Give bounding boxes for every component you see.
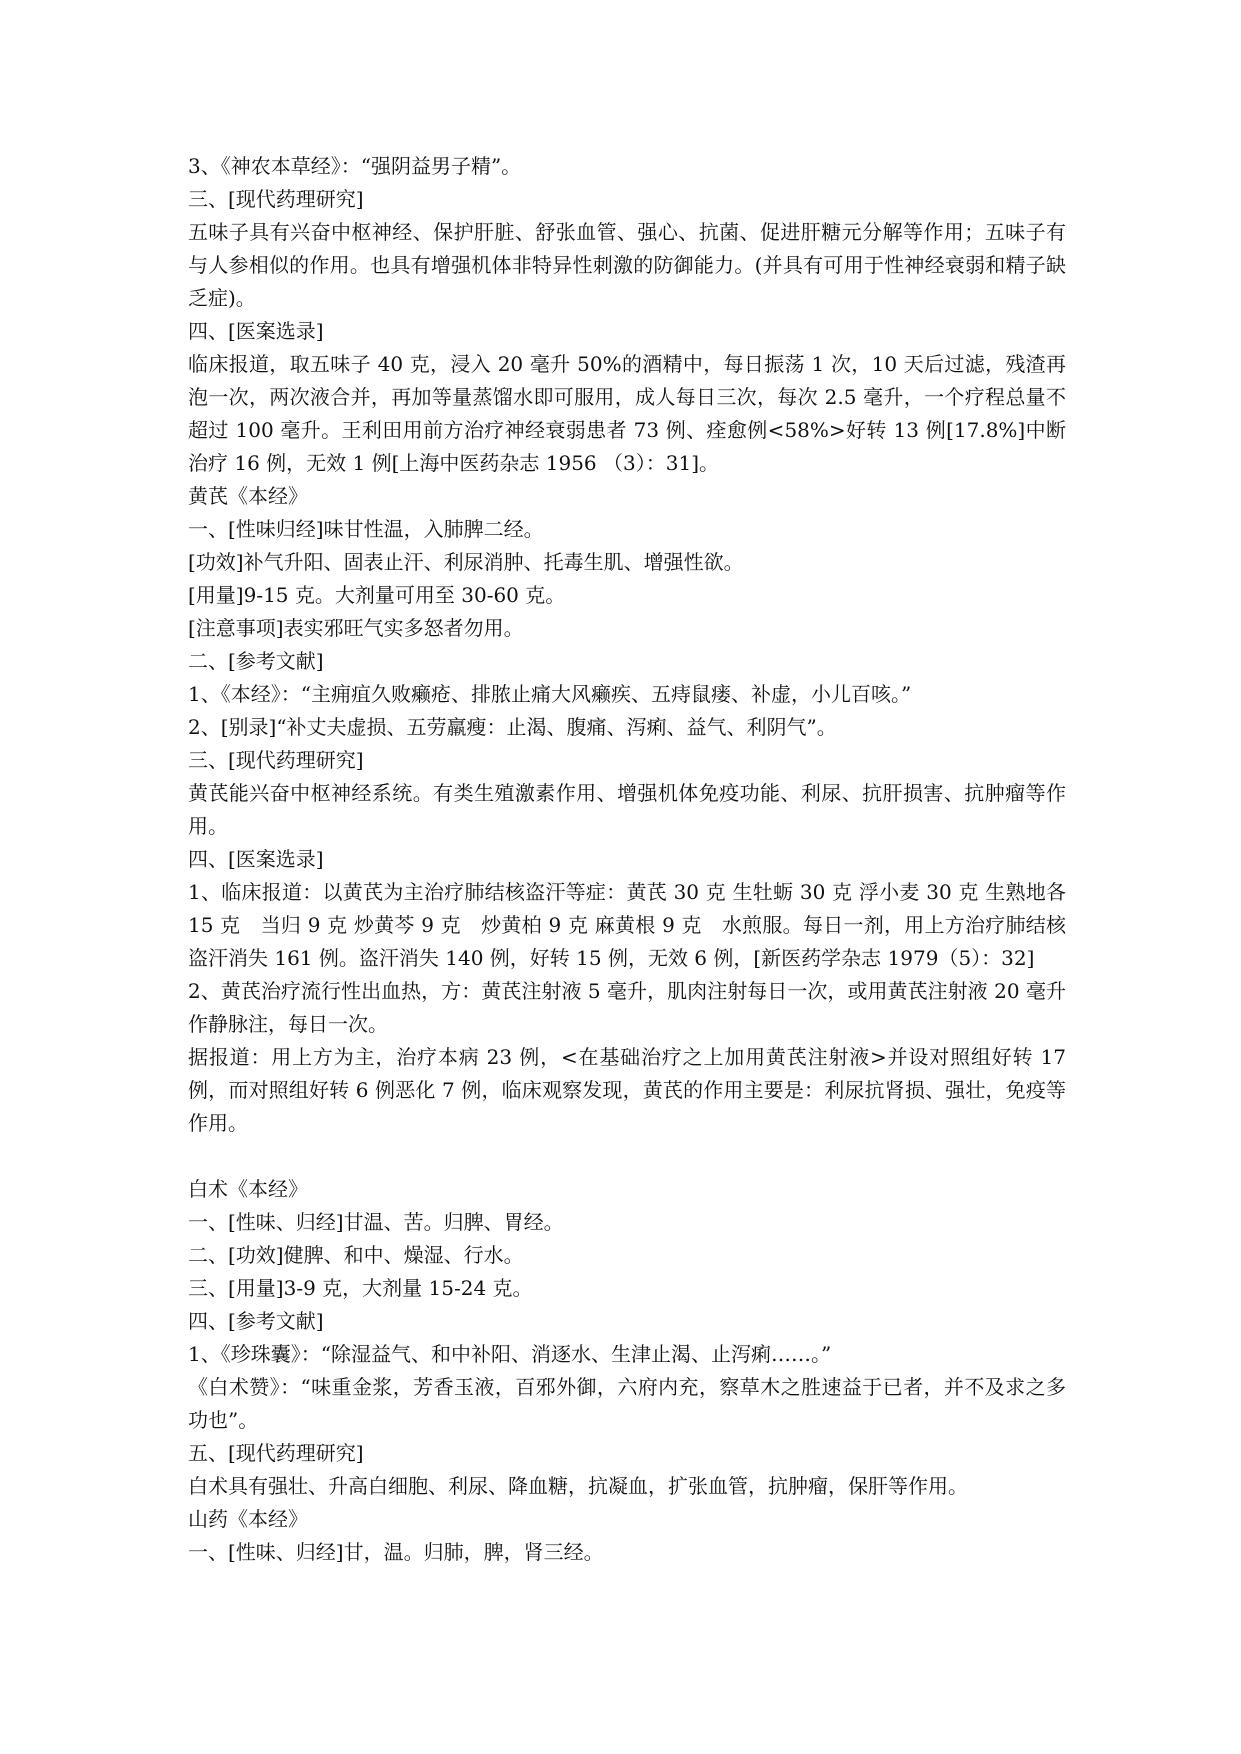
text-line: 1、《本经》：“主痈疽久败癞疮、排脓止痛大风癞疾、五痔鼠瘘、补虚，小儿百咳。” [188,682,912,706]
section-heading: 五、[现代药理研究] [188,1441,364,1465]
text-line: 1、《珍珠囊》：“除湿益气、和中补阳、消逐水、生津止渴、止泻痢……。” [188,1342,832,1366]
section-heading: 四、[医案选录] [188,319,324,343]
text-line: [功效]补气升阳、固表止汗、利尿消肿、托毒生肌、增强性欲。 [188,550,744,574]
paragraph: 五味子具有兴奋中枢神经、保护肝脏、舒张血管、强心、抗菌、促进肝糖元分解等作用；五味子有与人参相似的作用。也具有增强机体非特异性刺激的防御能力。(并具有可用于性神经衰弱和精子缺乏症)。 [188,220,1066,310]
paragraph: 1、临床报道：以黄芪为主治疗肺结核盗汗等症：黄芪 30 克 生牡蛎 30 克 浮小麦 30 克 生熟地各 15 克 当归 9 克 炒黄芩 9 克 炒黄柏 9 克 麻黄根 9 克 水煎服。每日一剂，用上方治疗肺结核盗汗消失 161 例。盗汗消失 140 例，好转 15 例，无效 6 例，[新医药学杂志 1979（5）：32] [188,880,1066,970]
herb-title: 山药《本经》 [188,1507,308,1531]
text-line: [注意事项]表实邪旺气实多怒者勿用。 [188,616,524,640]
section-heading: 二、[参考文献] [188,649,324,673]
text-line: 三、[用量]3-9 克，大剂量 15-24 克。 [188,1276,533,1300]
section-heading: 三、[现代药理研究] [188,187,364,211]
section-heading: 四、[参考文献] [188,1309,324,1333]
text-line: 二、[功效]健脾、和中、燥湿、行水。 [188,1243,524,1267]
section-heading: 四、[医案选录] [188,847,324,871]
herb-title: 白术《本经》 [188,1177,308,1201]
text-line: [用量]9-15 克。大剂量可用至 30-60 克。 [188,583,566,607]
text-line: 一、[性味归经]味甘性温，入肺脾二经。 [188,517,544,541]
text-line: 3、《神农本草经》：“强阴益男子精”。 [188,154,522,178]
text-line: 一、[性味、归经]甘，温。归肺，脾，肾三经。 [188,1540,604,1564]
blank-line [188,1140,1066,1173]
herb-title: 黄芪《本经》 [188,484,308,508]
section-heading: 三、[现代药理研究] [188,748,364,772]
paragraph: 黄芪能兴奋中枢神经系统。有类生殖激素作用、增强机体免疫功能、利尿、抗肝损害、抗肿瘤等作用。 [188,781,1066,838]
text-line: 一、[性味、归经]甘温、苦。归脾、胃经。 [188,1210,564,1234]
text-line: 白术具有强壮、升高白细胞、利尿、降血糖，抗凝血，扩张血管，抗肿瘤，保肝等作用。 [188,1474,968,1498]
text-line: 2、[别录]“补丈夫虚损、五劳羸瘦：止渴、腹痛、泻痢、益气、利阴气”。 [188,715,837,739]
paragraph: 《白术赞》：“味重金浆，芳香玉液，百邪外御，六府内充，察草木之胜速益于已者，并不及求之多功也”。 [188,1375,1066,1432]
document-page [188,150,1066,1569]
paragraph: 据报道：用上方为主，治疗本病 23 例，<在基础治疗之上加用黄芪注射液>并设对照组好转 17 例，而对照组好转 6 例恶化 7 例，临床观察发现，黄芪的作用主要是：利尿抗肾损、强壮，免疫等作用。 [188,1045,1066,1135]
paragraph: 临床报道，取五味子 40 克，浸入 20 毫升 50%的酒精中，每日振荡 1 次，10 天后过滤，残渣再泡一次，两次液合并，再加等量蒸馏水即可服用，成人每日三次，每次 2.5 毫升，一个疗程总量不超过 100 毫升。王利田用前方治疗神经衰弱患者 73 例、痊愈例<58%>好转 13 例[17.8%]中断治疗 16 例，无效 1 例[上海中医药杂志 1956 （3）：31]。 [188,352,1066,475]
paragraph: 2、黄芪治疗流行性出血热，方：黄芪注射液 5 毫升，肌肉注射每日一次，或用黄芪注射液 20 毫升作静脉注，每日一次。 [188,979,1066,1036]
